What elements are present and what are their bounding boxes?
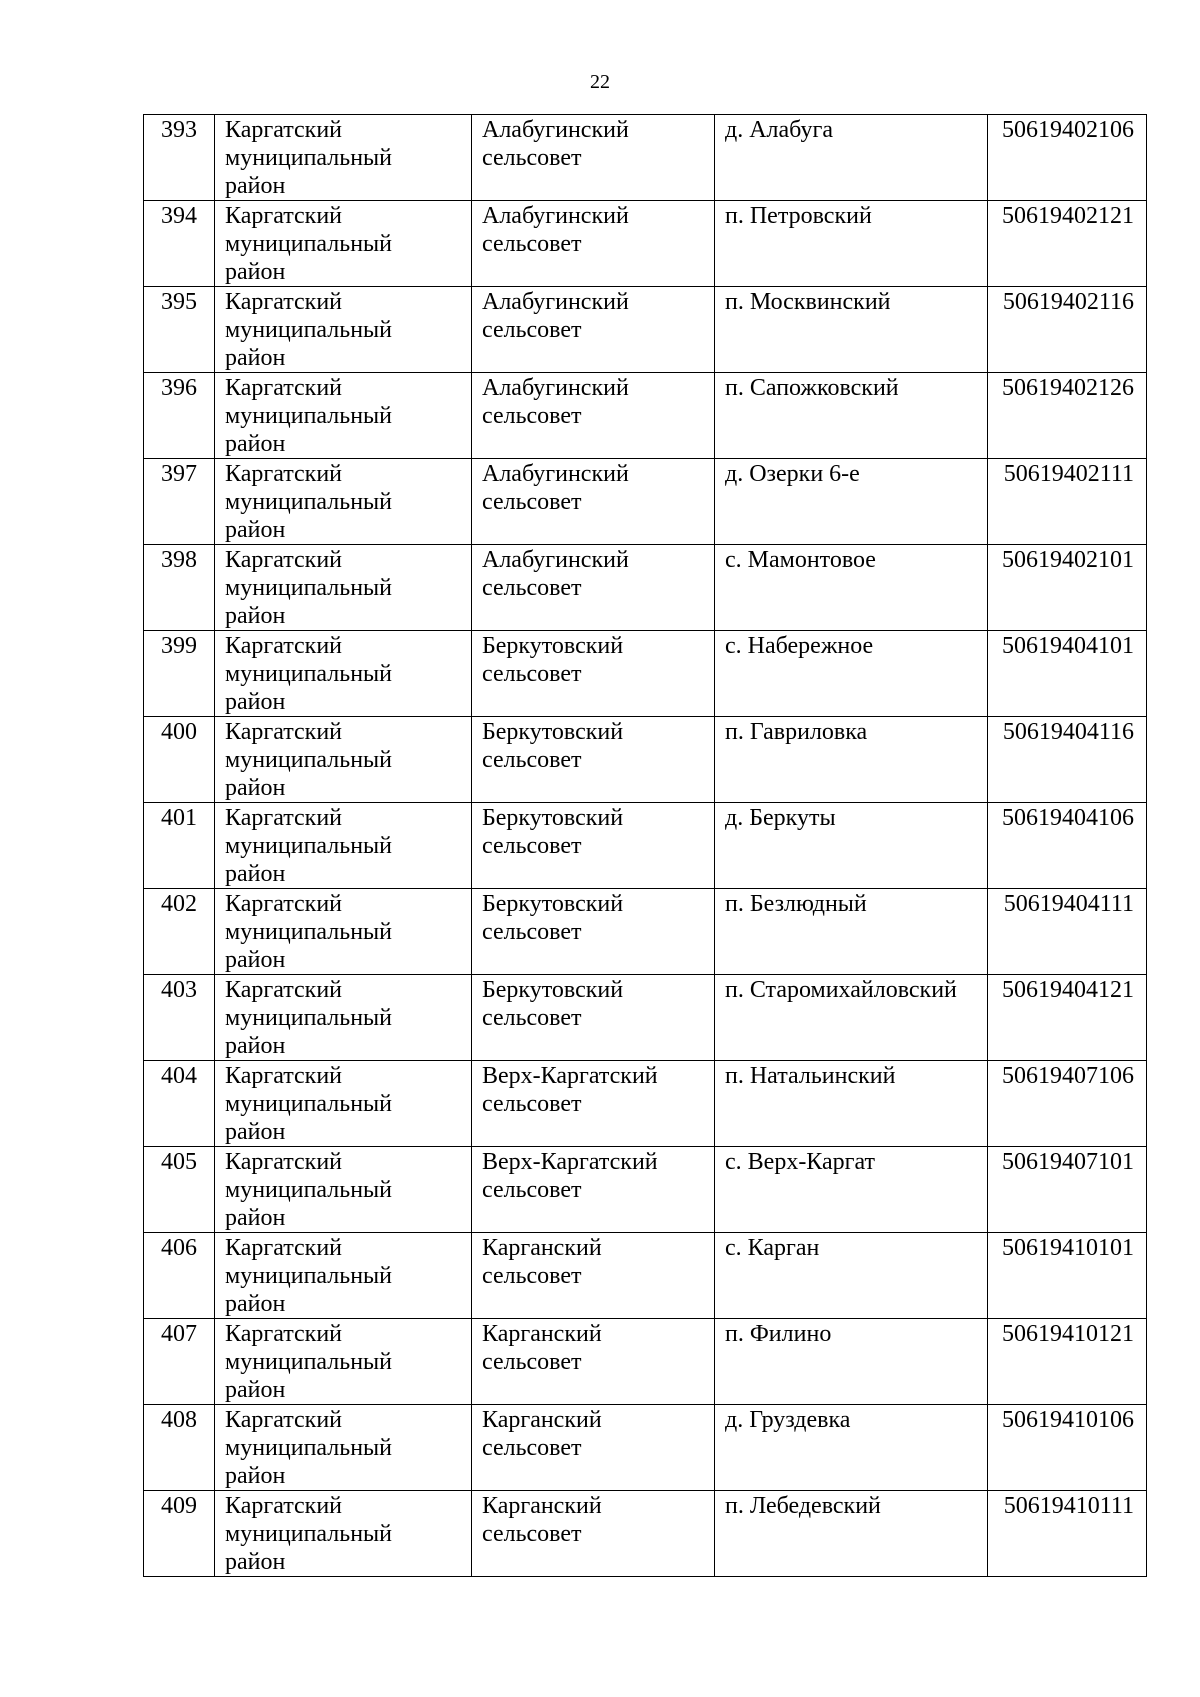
table-row [144,889,1147,975]
district-name-line: Каргатский [225,203,342,229]
settlement-name: п. Сапожковский [725,375,899,401]
table-row [144,803,1147,889]
settlement-cell [715,1405,988,1491]
district-name-line: Каргатский [225,1063,342,1089]
table-body [144,115,1147,1577]
oktmo-code: 50619402121 [1002,203,1134,229]
council-name-line: сельсовет [482,489,582,515]
settlement-name: п. Филино [725,1321,832,1347]
council-cell [472,459,715,545]
district-name-line: район [225,775,286,801]
oktmo-code: 50619410121 [1002,1321,1134,1347]
settlement-name: с. Верх-Каргат [725,1149,876,1175]
table-row [144,373,1147,459]
district-name-line: муниципальный [225,919,393,945]
settlement-cell [715,889,988,975]
oktmo-code-cell [988,1491,1147,1577]
oktmo-code-cell [988,287,1147,373]
district-cell [215,1319,472,1405]
council-cell [472,201,715,287]
settlement-name: п. Натальинский [725,1063,896,1089]
row-number-cell [144,459,215,545]
council-name-line: Карганский [482,1407,602,1433]
oktmo-code-cell [988,1319,1147,1405]
row-number-cell [144,1319,215,1405]
district-name-line: Каргатский [225,1493,342,1519]
district-name-line: муниципальный [225,317,393,343]
district-name-line: Каргатский [225,891,342,917]
council-name-line: сельсовет [482,575,582,601]
council-name-line: сельсовет [482,145,582,171]
row-number-cell [144,975,215,1061]
row-number-cell [144,201,215,287]
district-cell [215,1491,472,1577]
row-number-cell [144,889,215,975]
district-cell [215,631,472,717]
oktmo-code: 50619402126 [1002,375,1134,401]
settlement-cell [715,1147,988,1233]
row-number: 396 [161,375,197,401]
district-name-line: район [225,259,286,285]
row-number: 399 [161,633,197,659]
settlement-cell [715,631,988,717]
council-name-line: Алабугинский [482,547,629,573]
oktmo-code: 50619404101 [1002,633,1134,659]
council-name-line: Карганский [482,1235,602,1261]
settlement-name: д. Озерки 6-е [725,461,860,487]
district-name-line: район [225,603,286,629]
district-cell [215,889,472,975]
district-name-line: муниципальный [225,145,393,171]
oktmo-code-cell [988,1405,1147,1491]
district-name-line: район [225,173,286,199]
district-name-line: муниципальный [225,833,393,859]
settlement-cell [715,545,988,631]
oktmo-code-cell [988,717,1147,803]
council-name-line: Верх-Каргатский [482,1149,658,1175]
council-name-line: Алабугинский [482,461,629,487]
row-number: 393 [161,117,197,143]
settlement-name: п. Петровский [725,203,872,229]
district-name-line: муниципальный [225,1177,393,1203]
table-row [144,1233,1147,1319]
district-cell [215,1061,472,1147]
row-number-cell [144,803,215,889]
council-cell [472,1405,715,1491]
settlement-name: д. Груздевка [725,1407,851,1433]
settlement-name: д. Беркуты [725,805,836,831]
table-row [144,1061,1147,1147]
district-name-line: район [225,1377,286,1403]
council-cell [472,803,715,889]
district-name-line: район [225,345,286,371]
settlement-cell [715,1319,988,1405]
oktmo-code-cell [988,115,1147,201]
row-number-cell [144,631,215,717]
table-row [144,975,1147,1061]
oktmo-code: 50619402111 [1003,461,1134,487]
oktmo-code-cell [988,1061,1147,1147]
table-row [144,1147,1147,1233]
row-number-cell [144,1147,215,1233]
settlement-cell [715,373,988,459]
district-name-line: муниципальный [225,747,393,773]
district-name-line: муниципальный [225,1435,393,1461]
oktmo-code: 50619404121 [1002,977,1134,1003]
oktmo-code-cell [988,889,1147,975]
table-row [144,1405,1147,1491]
district-name-line: район [225,431,286,457]
council-cell [472,889,715,975]
district-name-line: Каргатский [225,1235,342,1261]
district-name-line: муниципальный [225,1005,393,1031]
council-name-line: Беркутовский [482,805,624,831]
settlement-cell [715,115,988,201]
council-cell [472,373,715,459]
oktmo-code: 50619404116 [1002,719,1134,745]
oktmo-code: 50619402106 [1002,117,1134,143]
council-cell [472,1491,715,1577]
district-name-line: район [225,861,286,887]
district-cell [215,201,472,287]
district-name-line: муниципальный [225,489,393,515]
row-number: 402 [161,891,197,917]
council-name-line: сельсовет [482,403,582,429]
district-cell [215,1405,472,1491]
oktmo-code: 50619404106 [1002,805,1134,831]
district-name-line: Каргатский [225,1321,342,1347]
district-name-line: Каргатский [225,289,342,315]
council-cell [472,1233,715,1319]
settlement-cell [715,717,988,803]
row-number: 409 [161,1493,197,1519]
district-name-line: Каргатский [225,633,342,659]
council-name-line: сельсовет [482,1263,582,1289]
row-number: 401 [161,805,197,831]
council-name-line: Беркутовский [482,633,624,659]
settlement-name: п. Гавриловка [725,719,868,745]
row-number: 398 [161,547,197,573]
oktmo-code-cell [988,1147,1147,1233]
oktmo-code-cell [988,1233,1147,1319]
table-row [144,1491,1147,1577]
row-number-cell [144,1405,215,1491]
council-name-line: Верх-Каргатский [482,1063,658,1089]
district-name-line: район [225,1291,286,1317]
council-name-line: сельсовет [482,919,582,945]
settlement-cell [715,201,988,287]
oktmo-code: 50619404111 [1003,891,1134,917]
district-name-line: район [225,517,286,543]
council-name-line: сельсовет [482,1521,582,1547]
district-cell [215,803,472,889]
row-number: 403 [161,977,197,1003]
row-number-cell [144,717,215,803]
settlement-cell [715,459,988,545]
district-name-line: Каргатский [225,1407,342,1433]
council-cell [472,115,715,201]
council-name-line: сельсовет [482,1177,582,1203]
oktmo-code-cell [988,975,1147,1061]
table-row [144,1319,1147,1405]
council-name-line: сельсовет [482,661,582,687]
row-number: 404 [161,1063,197,1089]
page-number: 22 [590,71,610,93]
district-name-line: муниципальный [225,1521,393,1547]
council-name-line: Алабугинский [482,117,629,143]
oktmo-code-cell [988,545,1147,631]
council-cell [472,287,715,373]
row-number: 400 [161,719,197,745]
district-name-line: муниципальный [225,231,393,257]
settlement-name: с. Мамонтовое [725,547,876,573]
district-name-line: муниципальный [225,1091,393,1117]
table-row [144,201,1147,287]
oktmo-code: 50619402116 [1002,289,1134,315]
settlement-name: с. Карган [725,1235,820,1261]
row-number: 408 [161,1407,197,1433]
row-number-cell [144,373,215,459]
district-name-line: Каргатский [225,117,342,143]
council-name-line: Беркутовский [482,891,624,917]
council-cell [472,545,715,631]
settlement-name: с. Набережное [725,633,874,659]
settlements-table [143,114,1147,1577]
settlement-cell [715,287,988,373]
row-number-cell [144,545,215,631]
council-cell [472,1061,715,1147]
district-cell [215,287,472,373]
row-number: 406 [161,1235,197,1261]
oktmo-code: 50619407101 [1002,1149,1134,1175]
district-name-line: район [225,1205,286,1231]
district-name-line: район [225,947,286,973]
council-name-line: Карганский [482,1493,602,1519]
council-name-line: Карганский [482,1321,602,1347]
council-name-line: Алабугинский [482,289,629,315]
council-cell [472,1319,715,1405]
district-name-line: район [225,1463,286,1489]
settlement-cell [715,975,988,1061]
council-name-line: сельсовет [482,833,582,859]
district-name-line: муниципальный [225,1263,393,1289]
row-number-cell [144,1061,215,1147]
row-number-cell [144,115,215,201]
council-name-line: Алабугинский [482,375,629,401]
oktmo-code: 50619402101 [1002,547,1134,573]
district-cell [215,717,472,803]
council-name-line: сельсовет [482,1005,582,1031]
council-cell [472,975,715,1061]
council-name-line: сельсовет [482,1349,582,1375]
row-number: 397 [161,461,197,487]
table-row [144,459,1147,545]
district-cell [215,459,472,545]
district-cell [215,1147,472,1233]
row-number-cell [144,287,215,373]
district-cell [215,115,472,201]
council-cell [472,1147,715,1233]
council-name-line: сельсовет [482,231,582,257]
settlement-name: д. Алабуга [725,117,833,143]
settlement-name: п. Лебедевский [725,1493,881,1519]
district-name-line: муниципальный [225,1349,393,1375]
district-name-line: Каргатский [225,375,342,401]
oktmo-code-cell [988,201,1147,287]
table-row [144,717,1147,803]
district-name-line: Каргатский [225,977,342,1003]
settlement-name: п. Москвинский [725,289,891,315]
district-cell [215,545,472,631]
settlement-cell [715,1233,988,1319]
council-name-line: Беркутовский [482,719,624,745]
district-cell [215,975,472,1061]
oktmo-code-cell [988,459,1147,545]
district-cell [215,373,472,459]
district-name-line: муниципальный [225,403,393,429]
settlement-cell [715,1491,988,1577]
oktmo-code-cell [988,803,1147,889]
table-row [144,631,1147,717]
district-name-line: Каргатский [225,461,342,487]
district-name-line: Каргатский [225,805,342,831]
table-row [144,287,1147,373]
row-number: 405 [161,1149,197,1175]
row-number: 395 [161,289,197,315]
oktmo-code: 50619410111 [1003,1493,1134,1519]
council-name-line: Алабугинский [482,203,629,229]
district-name-line: Каргатский [225,547,342,573]
row-number-cell [144,1233,215,1319]
district-name-line: район [225,689,286,715]
settlement-cell [715,1061,988,1147]
oktmo-code-cell [988,373,1147,459]
district-name-line: район [225,1549,286,1575]
district-cell [215,1233,472,1319]
council-name-line: сельсовет [482,747,582,773]
district-name-line: Каргатский [225,1149,342,1175]
council-cell [472,717,715,803]
council-name-line: Беркутовский [482,977,624,1003]
row-number-cell [144,1491,215,1577]
district-name-line: муниципальный [225,575,393,601]
council-name-line: сельсовет [482,1435,582,1461]
district-name-line: район [225,1033,286,1059]
settlement-cell [715,803,988,889]
row-number: 407 [161,1321,197,1347]
row-number: 394 [161,203,197,229]
district-name-line: район [225,1119,286,1145]
district-name-line: муниципальный [225,661,393,687]
settlement-name: п. Безлюдный [725,891,867,917]
table-row [144,545,1147,631]
table-row [144,115,1147,201]
oktmo-code-cell [988,631,1147,717]
council-name-line: сельсовет [482,317,582,343]
oktmo-code: 50619407106 [1002,1063,1134,1089]
oktmo-code: 50619410106 [1002,1407,1134,1433]
settlement-name: п. Старомихайловский [725,977,957,1003]
district-name-line: Каргатский [225,719,342,745]
oktmo-code: 50619410101 [1002,1235,1134,1261]
council-name-line: сельсовет [482,1091,582,1117]
council-cell [472,631,715,717]
